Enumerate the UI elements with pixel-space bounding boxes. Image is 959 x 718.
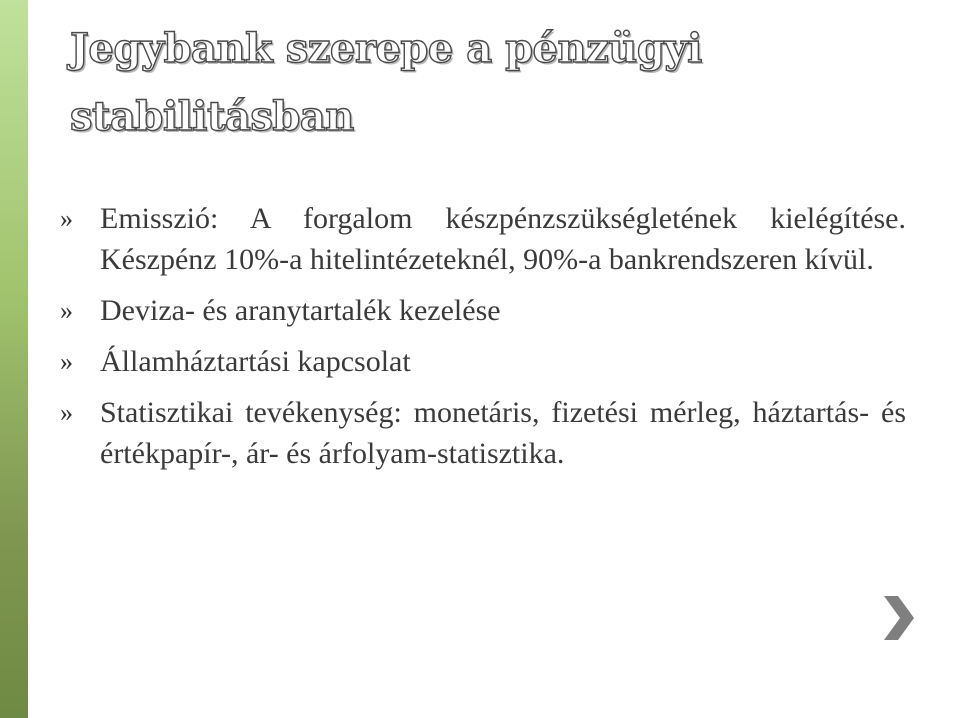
bullet-marker: »: [60, 204, 73, 233]
bullet-text: Emisszió: A forgalom készpénzszükségletének kielégítése. Készpénz 10%-a hitelintézeteknél, 90%-a bankrendszeren kívül.: [100, 202, 906, 276]
chevron-right-icon-svg: [878, 592, 918, 644]
decorative-side-bar: [0, 0, 28, 718]
bullet-marker: »: [60, 296, 73, 325]
bullet-marker: »: [60, 398, 73, 427]
list-item: [60, 290, 906, 331]
bullet-list: [60, 198, 906, 484]
bullet-text: Deviza- és aranytartalék kezelése: [100, 294, 501, 327]
bullet-text: Államháztartási kapcsolat: [100, 345, 411, 378]
list-item: [60, 198, 906, 280]
bullet-marker: »: [60, 347, 73, 376]
slide-title: Jegybank szerepe a pénzügyi stabilitásban: [70, 25, 702, 140]
bullet-text: Statisztikai tevékenység: monetáris, fizetési mérleg, háztartás- és értékpapír-, ár- és árfolyam-statisztika.: [100, 396, 906, 470]
list-item: [60, 392, 906, 474]
chevron-right-icon[interactable]: [878, 592, 918, 644]
list-item: [60, 341, 906, 382]
